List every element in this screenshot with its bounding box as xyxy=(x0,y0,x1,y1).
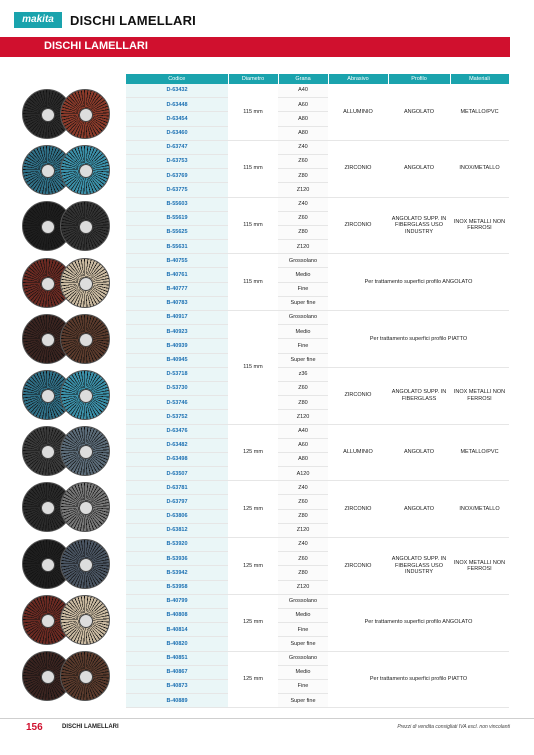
grit-cell: A60 xyxy=(278,438,328,452)
product-code: B-40808 xyxy=(126,608,228,622)
product-code: D-63432 xyxy=(126,84,228,98)
grit-cell: Z60 xyxy=(278,154,328,168)
product-code: D-63775 xyxy=(126,183,228,197)
grit-cell: Medio xyxy=(278,665,328,679)
col-header-profilo: Profilo xyxy=(388,74,450,84)
diameter-cell: 125 mm xyxy=(228,481,278,538)
grit-cell: A40 xyxy=(278,84,328,98)
flap-disc-image xyxy=(60,145,110,195)
table-row xyxy=(126,84,509,98)
product-code: D-63448 xyxy=(126,98,228,112)
materiali-cell: METALLO/PVC xyxy=(450,84,509,140)
abrasivo-cell: ZIRCONIO xyxy=(328,197,388,254)
grit-cell: Z120 xyxy=(278,523,328,537)
disc-hub xyxy=(41,277,55,291)
disc-hub xyxy=(79,501,93,515)
profilo-cell: ANGOLATO SUPP. IN FIBERGLASS USO INDUSTRY xyxy=(388,538,450,595)
product-code: D-63812 xyxy=(126,523,228,537)
product-code: B-40917 xyxy=(126,311,228,325)
product-code: B-40889 xyxy=(126,694,228,708)
col-header-grana: Grana xyxy=(278,74,328,84)
grit-cell: Super fine xyxy=(278,296,328,310)
grit-cell: Fine xyxy=(278,282,328,296)
table-row xyxy=(126,311,509,325)
grit-cell: Z120 xyxy=(278,183,328,197)
disc-hub xyxy=(41,389,55,403)
disc-hub xyxy=(79,277,93,291)
product-code: B-53936 xyxy=(126,552,228,566)
product-code: D-63797 xyxy=(126,495,228,509)
grit-cell: Grossolano xyxy=(278,594,328,608)
grit-cell: Z80 xyxy=(278,396,328,410)
page-header xyxy=(0,0,534,62)
product-code: B-40945 xyxy=(126,353,228,367)
grit-cell: Fine xyxy=(278,339,328,353)
grit-cell: Fine xyxy=(278,679,328,693)
abrasivo-cell: ZIRCONIO xyxy=(328,538,388,595)
grit-cell: Z40 xyxy=(278,538,328,552)
abrasivo-cell: ZIRCONIO xyxy=(328,367,388,424)
diameter-cell: 115 mm xyxy=(228,84,278,140)
product-code: D-63507 xyxy=(126,467,228,481)
materiali-cell: INOX METALLI NON FERROSI xyxy=(450,538,509,595)
product-code: D-63753 xyxy=(126,154,228,168)
grit-cell: Grossolano xyxy=(278,651,328,665)
grit-cell: Z80 xyxy=(278,566,328,580)
flap-disc-image xyxy=(60,258,110,308)
page-title: DISCHI LAMELLARI xyxy=(70,13,196,28)
product-code: D-53746 xyxy=(126,396,228,410)
footer-note: Prezzi di vendita consigliati IVA escl. non vincolanti xyxy=(397,724,510,730)
flap-disc-image xyxy=(60,539,110,589)
footer-section: DISCHI LAMELLARI xyxy=(62,724,119,730)
table-row xyxy=(126,197,509,211)
profilo-cell: ANGOLATO SUPP. IN FIBERGLASS xyxy=(388,367,450,424)
product-code: B-40851 xyxy=(126,651,228,665)
col-header-materiali: Materiali xyxy=(450,74,509,84)
product-code: D-63498 xyxy=(126,452,228,466)
table-row xyxy=(126,651,509,665)
disc-hub xyxy=(79,220,93,234)
flap-disc-image xyxy=(60,314,110,364)
abrasivo-cell: ALLUMINIO xyxy=(328,424,388,481)
disc-hub xyxy=(79,445,93,459)
product-code: B-40939 xyxy=(126,339,228,353)
product-code: D-63482 xyxy=(126,438,228,452)
grit-cell: Z80 xyxy=(278,509,328,523)
table-row xyxy=(126,367,509,381)
product-code: B-55625 xyxy=(126,225,228,239)
disc-hub xyxy=(41,333,55,347)
diameter-cell: 125 mm xyxy=(228,651,278,708)
diameter-cell: 125 mm xyxy=(228,424,278,481)
product-code: B-40777 xyxy=(126,282,228,296)
abrasivo-cell: ALLUMINIO xyxy=(328,84,388,140)
grit-cell: Medio xyxy=(278,268,328,282)
abrasivo-cell: ZIRCONIO xyxy=(328,140,388,197)
table-row xyxy=(126,254,509,268)
product-code: D-53730 xyxy=(126,381,228,395)
product-code: B-55631 xyxy=(126,240,228,254)
disc-hub xyxy=(79,670,93,684)
disc-hub xyxy=(41,445,55,459)
product-code: B-40814 xyxy=(126,623,228,637)
abrasivo-cell: ZIRCONIO xyxy=(328,481,388,538)
grit-cell: Super fine xyxy=(278,637,328,651)
product-code: B-40867 xyxy=(126,665,228,679)
grit-cell: Z80 xyxy=(278,225,328,239)
disc-hub xyxy=(79,108,93,122)
product-code: B-53958 xyxy=(126,580,228,594)
profilo-cell: ANGOLATO xyxy=(388,424,450,481)
materiali-cell: INOX/METALLO xyxy=(450,140,509,197)
product-code: B-53942 xyxy=(126,566,228,580)
product-code: D-63747 xyxy=(126,140,228,154)
usage-note: Per trattamento superfici profilo ANGOLATO xyxy=(328,254,509,311)
grit-cell: Z120 xyxy=(278,410,328,424)
grit-cell: Z80 xyxy=(278,169,328,183)
usage-note: Per trattamento superfici profilo PIATTO xyxy=(328,651,509,708)
grit-cell: A80 xyxy=(278,126,328,140)
product-code: B-40820 xyxy=(126,637,228,651)
table-row xyxy=(126,140,509,154)
grit-cell: Grossolano xyxy=(278,254,328,268)
col-header-diametro: Diametro xyxy=(228,74,278,84)
diameter-cell: 115 mm xyxy=(228,197,278,254)
grit-cell: z36 xyxy=(278,367,328,381)
page-number: 156 xyxy=(26,722,43,733)
section-bar xyxy=(0,37,510,57)
product-code: D-63454 xyxy=(126,112,228,126)
table-row xyxy=(126,481,509,495)
product-code: D-53752 xyxy=(126,410,228,424)
usage-note: Per trattamento superfici profilo ANGOLATO xyxy=(328,594,509,651)
grit-cell: A60 xyxy=(278,98,328,112)
usage-note: Per trattamento superfici profilo PIATTO xyxy=(328,311,509,368)
product-code: B-40755 xyxy=(126,254,228,268)
profilo-cell: ANGOLATO SUPP. IN FIBERGLASS USO INDUSTRY xyxy=(388,197,450,254)
disc-hub xyxy=(79,164,93,178)
flap-disc-image xyxy=(60,89,110,139)
product-table xyxy=(126,74,509,708)
product-code: D-63769 xyxy=(126,169,228,183)
product-code: B-55619 xyxy=(126,211,228,225)
flap-disc-image xyxy=(60,595,110,645)
makita-logo: makita xyxy=(14,12,62,28)
materiali-cell: INOX METALLI NON FERROSI xyxy=(450,367,509,424)
grit-cell: Z60 xyxy=(278,211,328,225)
grit-cell: Z40 xyxy=(278,140,328,154)
materiali-cell: INOX METALLI NON FERROSI xyxy=(450,197,509,254)
flap-disc-image xyxy=(60,426,110,476)
disc-hub xyxy=(41,501,55,515)
grit-cell: Medio xyxy=(278,325,328,339)
disc-hub xyxy=(41,670,55,684)
flap-disc-image xyxy=(60,201,110,251)
grit-cell: Z40 xyxy=(278,197,328,211)
product-code: D-63460 xyxy=(126,126,228,140)
grit-cell: Z40 xyxy=(278,481,328,495)
grit-cell: Z60 xyxy=(278,381,328,395)
flap-disc-image xyxy=(60,370,110,420)
grit-cell: Super fine xyxy=(278,694,328,708)
table-row xyxy=(126,594,509,608)
product-code: B-55603 xyxy=(126,197,228,211)
grit-cell: Fine xyxy=(278,623,328,637)
grit-cell: Z120 xyxy=(278,580,328,594)
grit-cell: A120 xyxy=(278,467,328,481)
disc-hub xyxy=(41,614,55,628)
table-row xyxy=(126,538,509,552)
grit-cell: Medio xyxy=(278,608,328,622)
product-code: D-63806 xyxy=(126,509,228,523)
product-code: D-63781 xyxy=(126,481,228,495)
profilo-cell: ANGOLATO xyxy=(388,84,450,140)
grit-cell: Z60 xyxy=(278,552,328,566)
grit-cell: Z120 xyxy=(278,240,328,254)
product-code: B-53920 xyxy=(126,538,228,552)
diameter-cell: 115 mm xyxy=(228,254,278,311)
profilo-cell: ANGOLATO xyxy=(388,481,450,538)
page-footer xyxy=(0,718,534,738)
materiali-cell: INOX/METALLO xyxy=(450,481,509,538)
disc-hub xyxy=(41,558,55,572)
product-code: D-53718 xyxy=(126,367,228,381)
diameter-cell: 125 mm xyxy=(228,594,278,651)
product-code: B-40923 xyxy=(126,325,228,339)
disc-hub xyxy=(41,220,55,234)
disc-hub xyxy=(41,108,55,122)
product-code: B-40873 xyxy=(126,679,228,693)
grit-cell: Grossolano xyxy=(278,311,328,325)
diameter-cell: 115 mm xyxy=(228,140,278,197)
footer-divider xyxy=(0,718,534,719)
grit-cell: Super fine xyxy=(278,353,328,367)
product-code: B-40761 xyxy=(126,268,228,282)
flap-disc-image xyxy=(60,651,110,701)
product-code: D-63476 xyxy=(126,424,228,438)
profilo-cell: ANGOLATO xyxy=(388,140,450,197)
section-title: DISCHI LAMELLARI xyxy=(44,40,148,52)
grit-cell: A80 xyxy=(278,452,328,466)
disc-hub xyxy=(79,389,93,403)
diameter-cell: 125 mm xyxy=(228,538,278,595)
disc-hub xyxy=(79,614,93,628)
table-header-row xyxy=(126,74,509,84)
disc-hub xyxy=(79,558,93,572)
flap-disc-image xyxy=(60,482,110,532)
product-code: B-40799 xyxy=(126,594,228,608)
table-row xyxy=(126,424,509,438)
col-header-abrasivo: Abrasivo xyxy=(328,74,388,84)
grit-cell: A80 xyxy=(278,112,328,126)
grit-cell: A40 xyxy=(278,424,328,438)
product-code: B-40783 xyxy=(126,296,228,310)
grit-cell: Z60 xyxy=(278,495,328,509)
disc-hub xyxy=(41,164,55,178)
diameter-cell: 115 mm xyxy=(228,311,278,425)
col-header-codice: Codice xyxy=(126,74,228,84)
materiali-cell: METALLO/PVC xyxy=(450,424,509,481)
disc-hub xyxy=(79,333,93,347)
